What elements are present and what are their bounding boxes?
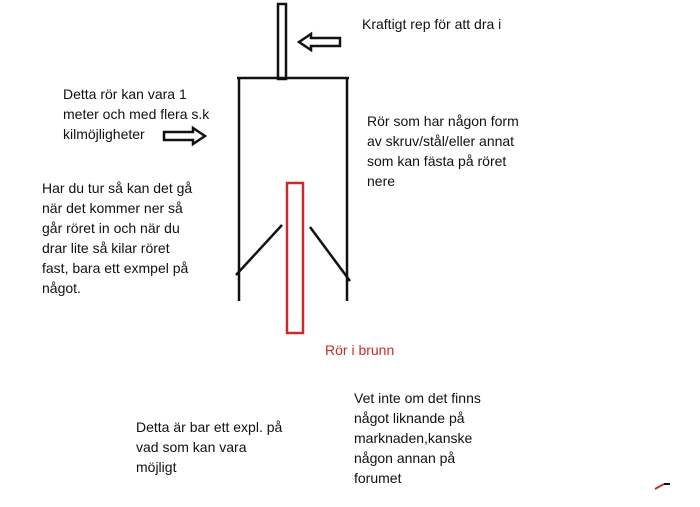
outer-tube — [237, 78, 349, 301]
left-wedge — [236, 225, 282, 275]
tube-note: Detta rör kan vara 1 meter och med flera s.k kilmöjligheter — [63, 86, 210, 142]
cropped-toolbar-fragment — [0, 494, 140, 507]
well-pipe — [287, 183, 303, 333]
corner-mark — [655, 484, 664, 489]
luck-note: Har du tur så kan det gå när det kommer ner så går röret in och när du drar lite så kilar röret fast, bara ett exmpel på något. — [42, 180, 193, 296]
screw-note: Rör som har någon form av skruv/stål/eller annat som kan fästa på röret nere — [367, 113, 519, 189]
example-note: Detta är bar ett expl. på vad som kan vara möjligt — [136, 419, 283, 475]
rope-arrow-icon — [299, 34, 340, 50]
market-note: Vet inte om det finns något liknande på marknaden,kanske någon annan på forumet — [354, 390, 481, 486]
rope — [278, 4, 286, 79]
rope-note: Kraftigt rep för att dra i — [362, 16, 502, 32]
right-wedge — [310, 227, 350, 281]
well-pipe-label: Rör i brunn — [325, 342, 395, 358]
